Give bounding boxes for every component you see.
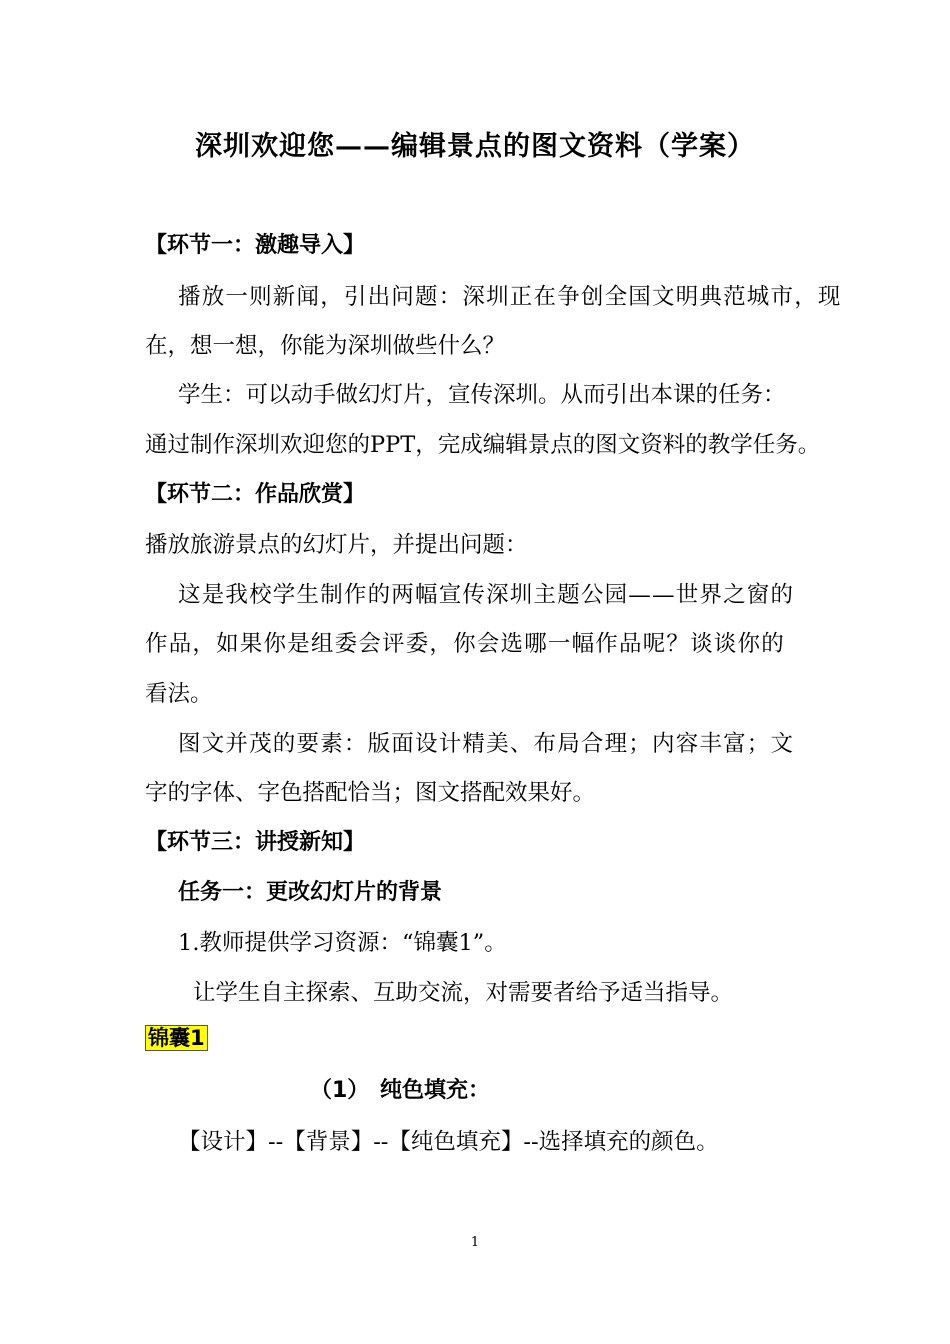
subsection-number: （1） [310,1078,370,1103]
jinnang-label: 锦囊1 [145,1025,208,1051]
paragraph-line: 让学生自主探索、互助交流，对需要者给予适当指导。 [193,980,734,1006]
paragraph-line: 图文并茂的要素：版面设计精美、布局合理；内容丰富；文 [178,731,795,757]
paragraph-line: 在，想一想，你能为深圳做些什么？ [145,333,506,359]
paragraph-line: 播放旅游景点的幻灯片，并提出问题： [145,532,528,558]
task-title: 任务一：更改幻灯片的背景 [178,880,443,905]
instruction-line: 【设计】--【背景】--【纯色填充】--选择填充的颜色。 [178,1129,719,1155]
section2-heading: 【环节二：作品欣赏】 [145,482,366,507]
paragraph-line: 1.教师提供学习资源：“锦囊1”。 [178,930,507,956]
section1-heading: 【环节一：激趣导入】 [145,233,366,258]
paragraph-line: 播放一则新闻，引出问题：深圳正在争创全国文明典范城市，现 [178,284,842,310]
paragraph-line: 字的字体、字色搭配恰当；图文搭配效果好。 [145,780,596,806]
paragraph-line: 学生：可以动手做幻灯片，宣传深圳。从而引出本课的任务： [178,382,786,408]
paragraph-line: 通过制作深圳欢迎您的PPT，完成编辑景点的图文资料的教学任务。 [145,432,821,458]
paragraph-line: 这是我校学生制作的两幅宣传深圳主题公园——世界之窗的 [178,582,795,608]
document-title: 深圳欢迎您——编辑景点的图文资料（学案） [195,131,755,162]
paragraph-line: 看法。 [145,681,213,707]
jinnang-label-wrapper [145,1022,208,1052]
section3-heading: 【环节三：讲授新知】 [145,830,366,855]
subsection-title: 纯色填充： [380,1078,491,1103]
paragraph-line: 作品，如果你是组委会评委，你会选哪一幅作品呢？谈谈你的 [145,631,785,657]
page-number: 1 [470,1235,480,1250]
